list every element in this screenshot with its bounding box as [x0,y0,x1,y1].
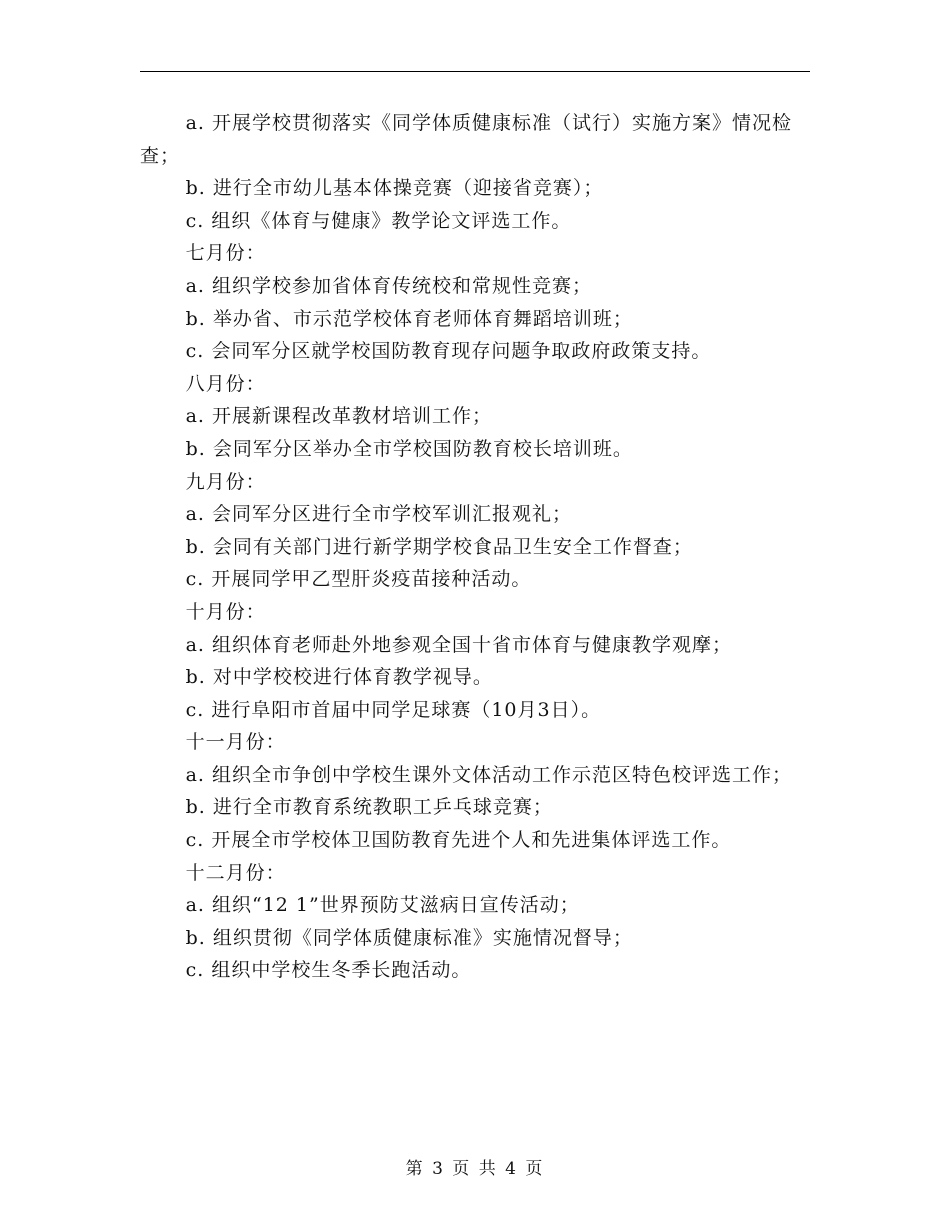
paragraph: b. 组织贯彻《同学体质健康标准》实施情况督导； [185,926,633,949]
month-heading: 九月份： [185,470,266,493]
paragraph: c. 组织中学校生冬季长跑活动。 [185,959,472,982]
paragraph: a. 组织“12 1”世界预防艾滋病日宣传活动； [185,894,580,917]
paragraph: b. 对中学校校进行体育教学视导。 [185,666,493,689]
paragraph: b. 会同有关部门进行新学期学校食品卫生安全工作督查； [185,535,693,558]
paragraph: c. 会同军分区就学校国防教育现存问题争取政府政策支持。 [185,340,712,363]
paragraph: b. 进行全市幼儿基本体操竞赛（迎接省竞赛）； [185,177,604,200]
paragraph: a. 会同军分区进行全市学校军训汇报观礼； [185,503,573,526]
document-body [140,107,800,987]
paragraph: a. 组织学校参加省体育传统校和常规性竞赛； [185,274,593,297]
paragraph: b. 举办省、市示范学校体育老师体育舞蹈培训班； [185,307,633,330]
month-heading: 七月份： [185,242,266,265]
paragraph: b. 会同军分区举办全市学校国防教育校长培训班。 [185,437,633,460]
month-heading: 十一月份： [185,731,286,754]
paragraph: b. 进行全市教育系统教职工乒乓球竞赛； [185,796,553,819]
paragraph: c. 开展同学甲乙型肝炎疫苗接种活动。 [185,568,532,591]
month-heading: 八月份： [185,372,266,395]
paragraph: a. 开展学校贯彻落实《同学体质健康标准（试行）实施方案》情况检查； [140,112,793,167]
page-number-footer: 第 3 页 共 4 页 [405,1159,545,1179]
month-heading: 十月份： [185,600,266,623]
paragraph: a. 组织体育老师赴外地参观全国十省市体育与健康教学观摩； [185,633,733,656]
header-rule [140,71,810,72]
paragraph: c. 进行阜阳市首届中同学足球赛（10月3日）。 [185,698,602,721]
paragraph: c. 组织《体育与健康》教学论文评选工作。 [185,209,572,232]
paragraph: a. 组织全市争创中学校生课外文体活动工作示范区特色校评选工作； [185,763,793,786]
month-heading: 十二月份： [185,861,286,884]
paragraph: a. 开展新课程改革教材培训工作； [185,405,493,428]
paragraph: c. 开展全市学校体卫国防教育先进个人和先进集体评选工作。 [185,829,732,852]
